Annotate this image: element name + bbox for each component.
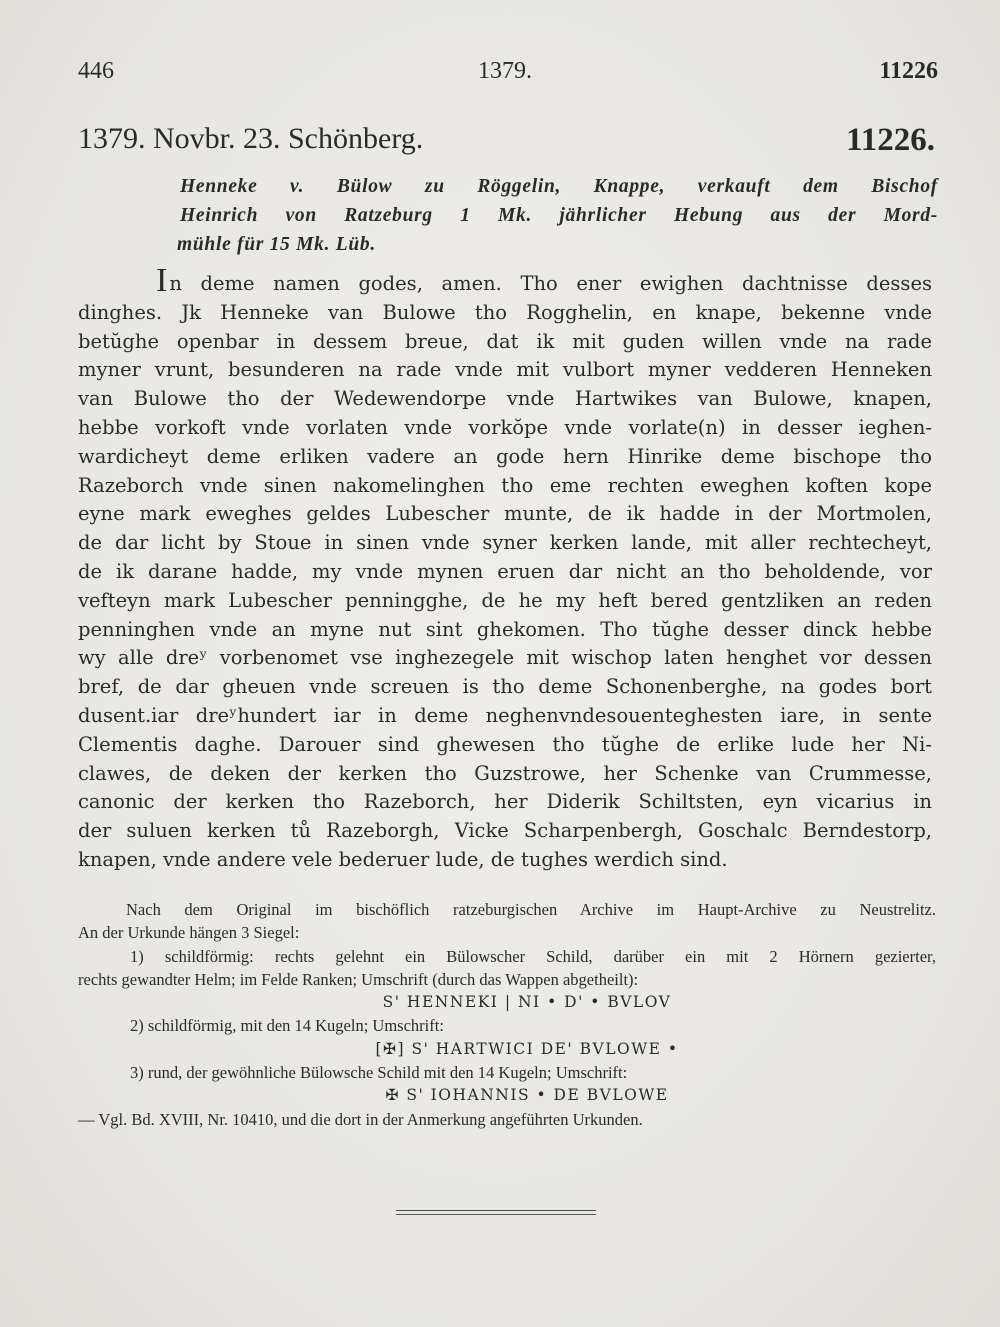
reference-note: — Vgl. Bd. XVIII, Nr. 10410, und die dort in der Anmerkung angeführten Urkunden.	[78, 1109, 643, 1129]
seal-description: rechts gewandter Helm; im Felde Ranken; Umschrift (durch das Wappen abgetheilt):	[78, 969, 639, 989]
charter-number: 11226.	[846, 122, 935, 158]
text-line: betŭghe openbar in dessem breue, dat ik mit guden willen vnde na rade	[78, 329, 932, 353]
text-line: In deme namen godes, amen. Tho ener ewighen dachtnisse desses	[156, 262, 932, 299]
text-line: de dar licht by Stoue in sinen vnde syner kerken lande, mit aller rechtecheyt,	[78, 531, 932, 555]
seal-description: 1) schildförmig: rechts gelehnt ein Bülowscher Schild, darüber ein mit 2 Hörnern gezierter,	[130, 946, 936, 966]
seal-description: 3) rund, der gewöhnliche Bülowsche Schild mit den 14 Kugeln; Umschrift:	[130, 1063, 628, 1083]
apparatus-notes	[78, 898, 936, 1131]
text-line: canonic der kerken tho Razeborch, her Diderik Schiltsten, eyn vicarius in	[78, 790, 932, 814]
running-head-year: 1379.	[478, 58, 532, 84]
charter-text	[78, 262, 932, 875]
text-line: Razeborch vnde sinen nakomelinghen tho eme rechten eweghen koften kope	[78, 473, 932, 497]
seal-inscription: S' HENNEKI | NI • D' • BVLOV	[382, 993, 672, 1012]
charter-date-place: 1379. Novbr. 23. Schönberg.	[78, 122, 424, 155]
text-line: vefteyn mark Lubescher penningghe, de he my heft bered gentzliken an reden	[78, 588, 932, 612]
regest-line: Heinrich von Ratzeburg 1 Mk. jährlicher Hebung aus der Mord-	[180, 205, 938, 226]
page-number: 446	[78, 58, 114, 84]
source-note: Nach dem Original im bischöflich ratzeburgischen Archive im Haupt-Archive zu Neustrelitz.	[126, 900, 936, 919]
text-line: hebbe vorkoft vnde vorlaten vnde vorkŏpe vnde vorlate(n) in desser ieghen-	[78, 415, 932, 439]
text-line: de ik darane hadde, my vnde mynen eruen dar nicht an tho beholdende, vor	[78, 559, 932, 583]
text-line: dusent.iar dreʸhundert iar in deme neghenvndesouenteghesten iare, in sente	[78, 703, 932, 727]
regest-line: Henneke v. Bülow zu Röggelin, Knappe, verkauft dem Bischof	[180, 176, 938, 197]
text-line: wardicheyt deme erliken vadere an gode hern Hinrike deme bischope tho	[78, 444, 932, 468]
running-head	[78, 58, 938, 92]
seal-description: 2) schildförmig, mit den 14 Kugeln; Umschrift:	[130, 1016, 444, 1036]
seal-inscription: [✠] S' HARTWICI DE' BVLOWE •	[375, 1039, 679, 1058]
initial-letter: I	[156, 262, 168, 299]
source-note: An der Urkunde hängen 3 Siegel:	[78, 923, 300, 943]
text-line: wy alle dreʸ vorbenomet vse inghezegele mit wischop laten henghet vor dessen	[78, 646, 932, 670]
running-head-document-number: 11226	[879, 58, 938, 84]
text-line: van Bulowe tho der Wedewendorpe vnde Hartwikes van Bulowe, knapen,	[78, 387, 932, 411]
text-line: clawes, de deken der kerken tho Guzstrowe, her Schenke van Crummesse,	[78, 761, 932, 785]
text-line: dinghes. Jk Henneke van Bulowe tho Rogghelin, en knape, bekenne vnde	[78, 300, 932, 324]
text-line: der suluen kerken tů Razeborgh, Vicke Scharpenbergh, Goschalc Berndestorp,	[78, 819, 932, 843]
closing-rule	[396, 1210, 596, 1211]
text-line: knapen, vnde andere vele bederuer lude, de tughes werdich sind.	[78, 847, 728, 871]
seal-inscription: ✠ S' IOHANNIS • DE BVLOWE	[385, 1086, 669, 1105]
charter-heading	[78, 122, 935, 164]
text-line: eyne mark eweghes geldes Lubescher munte, de ik hadde in der Mortmolen,	[78, 502, 932, 526]
regest-line: mühle für 15 Mk. Lüb.	[177, 234, 376, 255]
text-line: bref, de dar gheuen vnde screuen is tho deme Schonenberghe, na godes bort	[78, 675, 932, 699]
regest-summary	[177, 172, 938, 259]
text-line: myner vrunt, besunderen na rade vnde mit vulbort myner vedderen Henneken	[78, 358, 932, 382]
text-line: penninghen vnde an myne nut sint ghekomen. Tho tŭghe desser dinck hebbe	[78, 617, 932, 641]
text-line: Clementis daghe. Darouer sind ghewesen tho tŭghe de erlike lude her Ni-	[78, 732, 932, 756]
